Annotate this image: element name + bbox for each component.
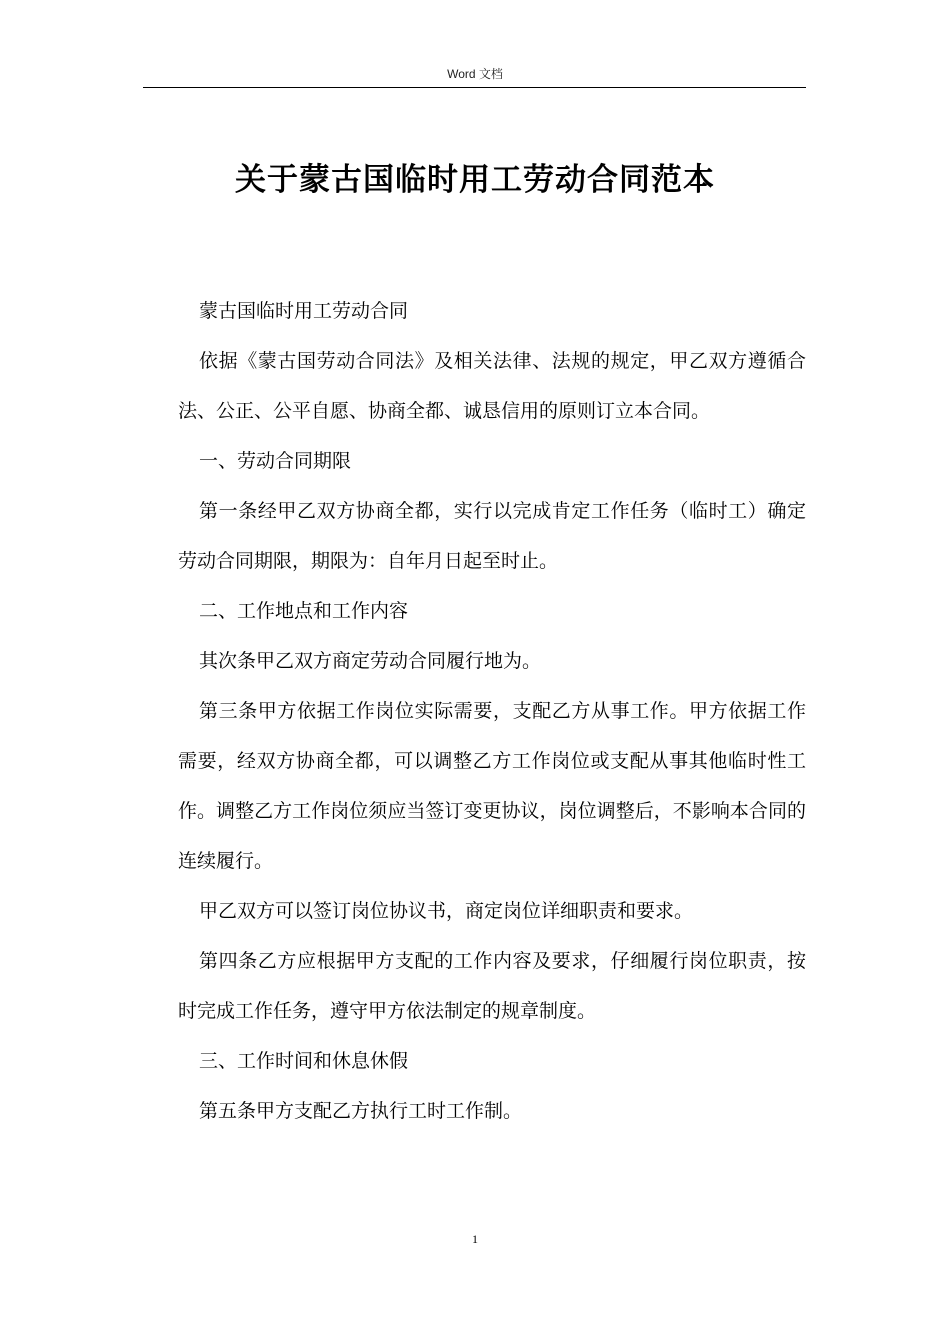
paragraph-article-4: 第四条乙方应根据甲方支配的工作内容及要求，仔细履行岗位职责，按时完成工作任务，遵守甲方依法制定的规章制度。 (178, 950, 806, 1022)
section-heading-working-hours: 三、工作时间和休息休假 (199, 1050, 409, 1072)
paragraph-article-2: 其次条甲乙双方商定劳动合同履行地为。 (199, 650, 542, 672)
paragraph-article-5: 第五条甲方支配乙方执行工时工作制。 (199, 1100, 523, 1122)
paragraph-preamble: 依据《蒙古国劳动合同法》及相关法律、法规的规定，甲乙双方遵循合法、公正、公平自愿、协商全都、诚恳信用的原则订立本合同。 (178, 350, 806, 422)
paragraph-article-1: 第一条经甲乙双方协商全都，实行以完成肯定工作任务（临时工）确定劳动合同期限，期限为：自年月日起至时止。 (178, 500, 806, 572)
paragraph-post-agreement: 甲乙双方可以签订岗位协议书，商定岗位详细职责和要求。 (199, 900, 694, 922)
paragraph-article-3: 第三条甲方依据工作岗位实际需要，支配乙方从事工作。甲方依据工作需要，经双方协商全都，可以调整乙方工作岗位或支配从事其他临时性工作。调整乙方工作岗位须应当签订变更协议，岗位调整后，不影响本合同的连续履行。 (178, 700, 806, 872)
header-divider (143, 87, 806, 88)
document-title: 关于蒙古国临时用工劳动合同范本 (235, 162, 715, 198)
paragraph-contract-name: 蒙古国临时用工劳动合同 (199, 300, 409, 322)
page-number: 1 (472, 1232, 478, 1246)
section-heading-workplace: 二、工作地点和工作内容 (199, 600, 409, 622)
page-header-text: Word 文档 (447, 67, 503, 81)
section-heading-term: 一、劳动合同期限 (199, 450, 352, 472)
document-body (178, 286, 806, 1136)
